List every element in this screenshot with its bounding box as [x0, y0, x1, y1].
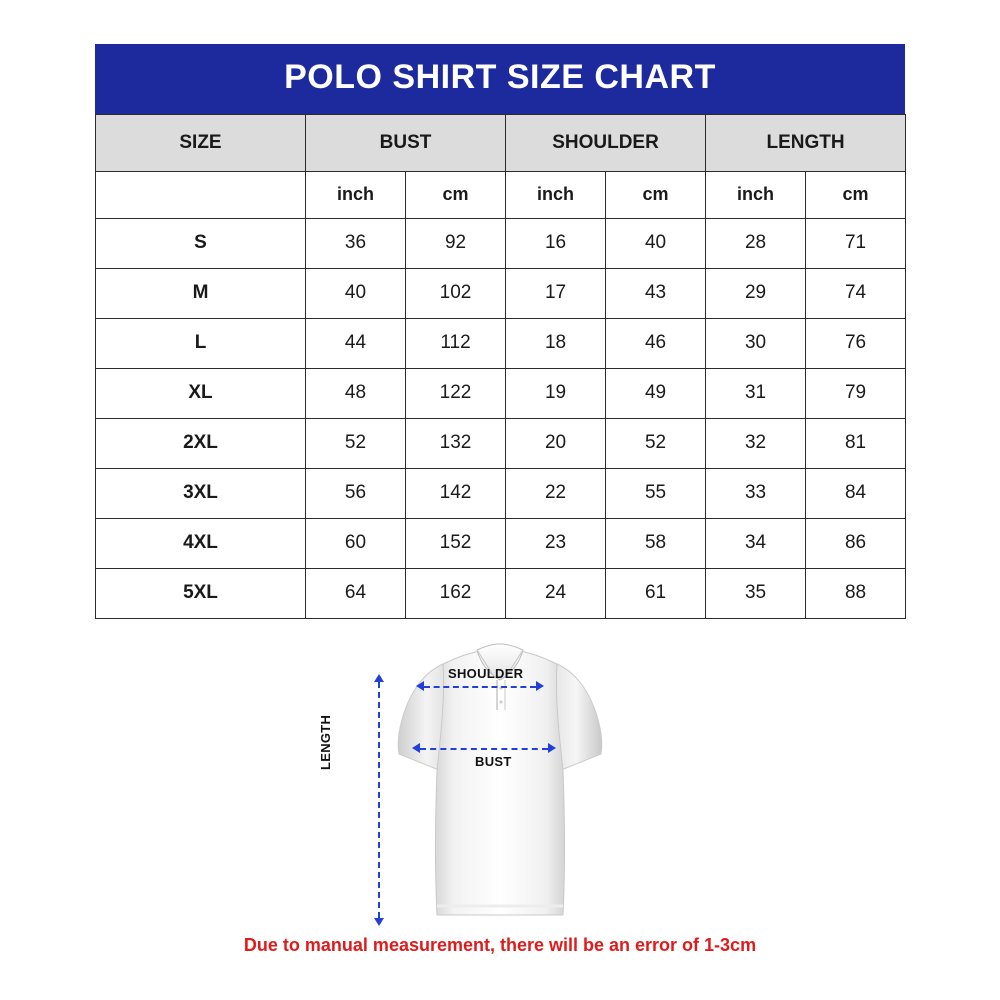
cell-shoulder-cm: 49 [606, 368, 706, 418]
size-chart-table [95, 114, 906, 619]
length-arrow-up-icon [374, 674, 384, 682]
bust-label: BUST [475, 754, 512, 769]
cell-shoulder-inch: 22 [506, 468, 606, 518]
cell-size: 2XL [96, 418, 306, 468]
table-header [96, 114, 906, 171]
unit-length-cm: cm [806, 171, 906, 218]
unit-shoulder-inch: inch [506, 171, 606, 218]
cell-size: 3XL [96, 468, 306, 518]
cell-bust-inch: 40 [306, 268, 406, 318]
header-size: SIZE [96, 114, 306, 171]
cell-shoulder-inch: 18 [506, 318, 606, 368]
header-bust: BUST [306, 114, 506, 171]
shoulder-guide-line [424, 686, 536, 688]
cell-length-cm: 79 [806, 368, 906, 418]
table-row [96, 468, 906, 518]
unit-row [96, 171, 906, 218]
cell-size: S [96, 218, 306, 268]
cell-length-cm: 71 [806, 218, 906, 268]
table-row [96, 568, 906, 618]
cell-shoulder-cm: 61 [606, 568, 706, 618]
cell-length-inch: 34 [706, 518, 806, 568]
cell-shoulder-inch: 19 [506, 368, 606, 418]
cell-bust-cm: 92 [406, 218, 506, 268]
table-row [96, 218, 906, 268]
cell-shoulder-inch: 16 [506, 218, 606, 268]
cell-length-inch: 31 [706, 368, 806, 418]
cell-length-cm: 86 [806, 518, 906, 568]
measurement-illustration [318, 630, 670, 930]
cell-length-inch: 28 [706, 218, 806, 268]
cell-length-cm: 81 [806, 418, 906, 468]
bust-arrow-left-icon [412, 743, 420, 753]
cell-size: 4XL [96, 518, 306, 568]
cell-bust-inch: 60 [306, 518, 406, 568]
cell-size: XL [96, 368, 306, 418]
cell-length-cm: 88 [806, 568, 906, 618]
cell-shoulder-cm: 40 [606, 218, 706, 268]
cell-bust-inch: 64 [306, 568, 406, 618]
cell-shoulder-inch: 17 [506, 268, 606, 318]
cell-bust-inch: 56 [306, 468, 406, 518]
table-row [96, 268, 906, 318]
size-chart-container [95, 44, 905, 619]
cell-shoulder-cm: 43 [606, 268, 706, 318]
unit-blank [96, 171, 306, 218]
cell-shoulder-inch: 23 [506, 518, 606, 568]
chart-title: POLO SHIRT SIZE CHART [95, 44, 905, 114]
table-row [96, 518, 906, 568]
cell-shoulder-inch: 20 [506, 418, 606, 468]
shoulder-label: SHOULDER [448, 666, 524, 681]
cell-shoulder-cm: 46 [606, 318, 706, 368]
cell-bust-inch: 36 [306, 218, 406, 268]
cell-length-inch: 30 [706, 318, 806, 368]
bust-arrow-right-icon [548, 743, 556, 753]
cell-shoulder-inch: 24 [506, 568, 606, 618]
table-row [96, 318, 906, 368]
cell-length-cm: 76 [806, 318, 906, 368]
shoulder-arrow-left-icon [416, 681, 424, 691]
cell-length-inch: 33 [706, 468, 806, 518]
cell-length-inch: 35 [706, 568, 806, 618]
cell-shoulder-cm: 58 [606, 518, 706, 568]
measurement-note: Due to manual measurement, there will be an error of 1-3cm [243, 935, 757, 955]
shoulder-arrow-right-icon [536, 681, 544, 691]
unit-length-inch: inch [706, 171, 806, 218]
unit-bust-cm: cm [406, 171, 506, 218]
table-row [96, 418, 906, 468]
length-arrow-down-icon [374, 918, 384, 926]
cell-length-cm: 84 [806, 468, 906, 518]
cell-bust-cm: 162 [406, 568, 506, 618]
cell-bust-cm: 112 [406, 318, 506, 368]
cell-size: L [96, 318, 306, 368]
cell-bust-inch: 52 [306, 418, 406, 468]
cell-shoulder-cm: 52 [606, 418, 706, 468]
header-length: LENGTH [706, 114, 906, 171]
cell-bust-inch: 44 [306, 318, 406, 368]
table-row [96, 368, 906, 418]
unit-shoulder-cm: cm [606, 171, 706, 218]
group-header-row [96, 114, 906, 171]
bust-guide-line [420, 748, 548, 750]
unit-bust-inch: inch [306, 171, 406, 218]
length-label: LENGTH [318, 714, 333, 770]
cell-bust-cm: 122 [406, 368, 506, 418]
header-shoulder: SHOULDER [506, 114, 706, 171]
cell-bust-cm: 102 [406, 268, 506, 318]
cell-size: 5XL [96, 568, 306, 618]
cell-bust-cm: 142 [406, 468, 506, 518]
cell-length-inch: 29 [706, 268, 806, 318]
cell-bust-inch: 48 [306, 368, 406, 418]
cell-size: M [96, 268, 306, 318]
cell-bust-cm: 132 [406, 418, 506, 468]
cell-length-cm: 74 [806, 268, 906, 318]
cell-shoulder-cm: 55 [606, 468, 706, 518]
cell-bust-cm: 152 [406, 518, 506, 568]
length-guide-line [378, 682, 380, 918]
cell-length-inch: 32 [706, 418, 806, 468]
